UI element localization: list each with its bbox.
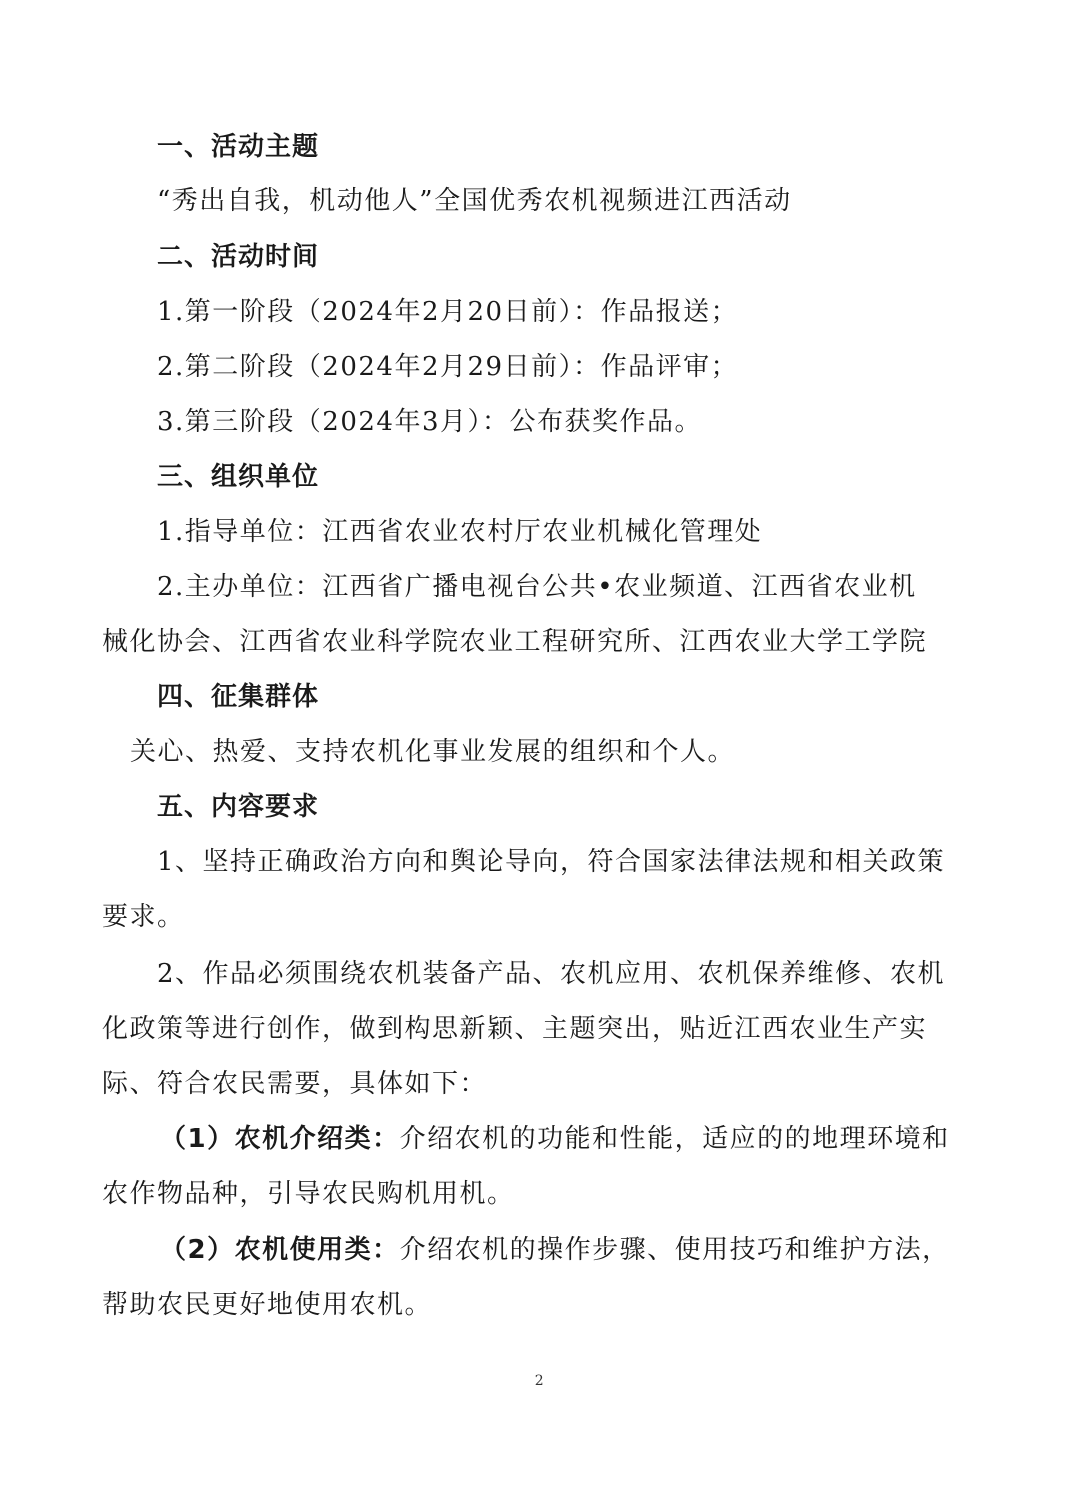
- sub-item-2-line1: [160, 1233, 1020, 1267]
- requirement-2-line3: 际、符合农民需要，具体如下：: [102, 1069, 488, 1099]
- section-heading-theme: 一、活动主题: [157, 132, 320, 162]
- sub-item-1-line2: 农作物品种，引导农民购机用机。: [102, 1179, 515, 1209]
- page-number: 2: [534, 1373, 546, 1389]
- section-heading-requirements: 五、内容要求: [157, 792, 320, 822]
- requirement-1-line1: 1、坚持正确政治方向和舆论导向，符合国家法律法规和相关政策: [157, 847, 946, 877]
- section-heading-organizers: 三、组织单位: [157, 462, 320, 492]
- sub-item-2-label: （2）农机使用类：: [160, 1235, 400, 1265]
- section-heading-time: 二、活动时间: [157, 242, 320, 272]
- time-item-3: 3.第三阶段（2024年3月）：公布获奖作品。: [157, 407, 703, 437]
- organizer-item-2-line1: 2.主办单位：江西省广播电视台公共•农业频道、江西省农业机: [157, 572, 917, 602]
- audience-text: 关心、热爱、支持农机化事业发展的组织和个人。: [130, 737, 736, 767]
- requirement-2-line1: 2、作品必须围绕农机装备产品、农机应用、农机保养维修、农机: [157, 959, 946, 989]
- sub-item-2-text: 介绍农机的操作步骤、使用技巧和维护方法，: [399, 1235, 950, 1265]
- requirement-1-line2: 要求。: [102, 902, 185, 932]
- sub-item-1-line1: [160, 1122, 1020, 1156]
- time-item-1: 1.第一阶段（2024年2月20日前）：作品报送；: [157, 297, 739, 327]
- requirement-2-line2: 化政策等进行创作，做到构思新颖、主题突出，贴近江西农业生产实: [102, 1014, 928, 1044]
- sub-item-1-text: 介绍农机的功能和性能，适应的的地理环境和: [399, 1124, 950, 1154]
- organizer-item-2-line2: 械化协会、江西省农业科学院农业工程研究所、江西农业大学工学院: [102, 627, 928, 657]
- sub-item-1-label: （1）农机介绍类：: [160, 1124, 400, 1154]
- time-item-2: 2.第二阶段（2024年2月29日前）：作品评审；: [157, 352, 739, 382]
- organizer-item-1: 1.指导单位：江西省农业农村厅农业机械化管理处: [157, 517, 763, 547]
- theme-text: “秀出自我，机动他人”全国优秀农机视频进江西活动: [157, 186, 792, 216]
- section-heading-audience: 四、征集群体: [157, 682, 320, 712]
- sub-item-2-line2: 帮助农民更好地使用农机。: [102, 1290, 433, 1320]
